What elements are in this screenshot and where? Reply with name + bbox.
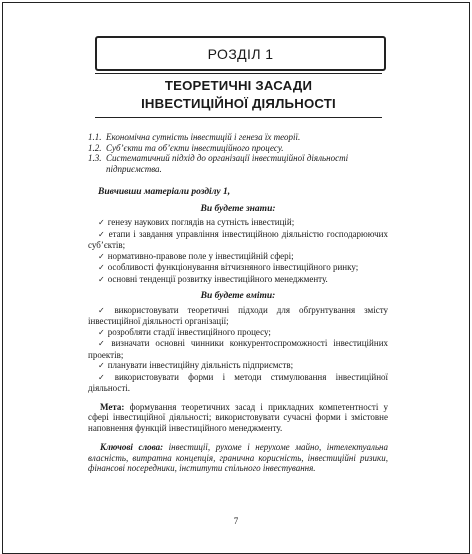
section-title: Суб’єкти та об’єкти інвестиційного процесу.: [106, 142, 284, 153]
section-item: [88, 132, 388, 143]
know-item: ✓ генезу наукових поглядів на сутність інвестицій;: [98, 217, 295, 227]
able-item: ✓ визначати основні чинники конкурентоспроможності інвестиційних проектів;: [88, 338, 389, 360]
goal-paragraph: [88, 402, 388, 434]
check-icon: ✓: [98, 339, 109, 348]
able-heading: Ви будете вміти:: [200, 291, 276, 301]
check-icon: ✓: [98, 263, 105, 272]
section-item: [88, 143, 388, 154]
able-item: ✓ планувати інвестиційну діяльність підприємств;: [98, 360, 294, 370]
page-number: 7: [233, 516, 239, 526]
section-title: Економічна сутність інвестицій і генеза їх теорії.: [106, 132, 301, 142]
keywords-paragraph: [88, 442, 388, 474]
chapter-content: [88, 132, 388, 474]
check-icon: ✓: [98, 274, 105, 284]
chapter-title: [95, 73, 382, 118]
check-icon: ✓: [98, 372, 112, 382]
know-list: [88, 217, 388, 285]
goal-text: формування теоретичних засад і прикладних компетентності у сфері інвестиційної діяльності; використовувати сучасні форми і змістовне наповнення функцій інвестиційного менеджменту.: [88, 401, 389, 433]
chapter-title-line-1: ТЕОРЕТИЧНІ ЗАСАДИ: [164, 78, 313, 93]
check-icon: ✓: [98, 327, 105, 337]
section-title: Систематичний підхід до організації інвестиційної діяльності підприємства.: [106, 153, 349, 174]
section-list: [88, 132, 388, 174]
know-item: ✓ основні тенденції розвитку інвестиційного менеджменту.: [98, 273, 328, 284]
able-list: [88, 305, 388, 394]
goal-label: Мета:: [100, 401, 125, 412]
chapter-label-box: [95, 36, 386, 71]
know-heading: Ви будете знати:: [200, 203, 276, 214]
chapter-label: РОЗДІЛ 1: [207, 45, 274, 62]
able-item: ✓ використовувати форми і методи стимулювання інвестиційної діяльності.: [88, 371, 389, 393]
section-number: 1.3.: [88, 153, 102, 163]
section-number: 1.1.: [88, 132, 102, 142]
able-item: ✓ розробляти стадії інвестиційного процесу;: [98, 326, 271, 337]
able-item: ✓ використовувати теоретичні підходи для обґрунтування змісту інвестиційної діяльності організації;: [88, 304, 389, 326]
check-icon: ✓: [98, 229, 106, 239]
check-icon: ✓: [98, 218, 105, 227]
know-item: ✓ особливості функціонування вітчизняного інвестиційного ринку;: [98, 262, 359, 272]
check-icon: ✓: [98, 251, 105, 261]
section-item: [88, 153, 388, 174]
keywords-text: інвестиції, рухоме і нерухоме майно, інтелектуальна власність, витратна концепція, гранична корисність, інвестиційні ризики, фінансові посередники, інститути спільного інвестування.: [88, 442, 389, 473]
check-icon: ✓: [98, 361, 105, 370]
chapter-title-line-2: ІНВЕСТИЦІЙНОЇ ДІЯЛЬНОСТІ: [141, 96, 336, 111]
studied-intro: Вивчивши матеріали розділу 1,: [98, 187, 231, 197]
check-icon: ✓: [98, 305, 112, 315]
keywords-label: Ключові слова:: [100, 442, 164, 452]
know-item: ✓ нормативно-правове поле у інвестиційній сфері;: [98, 250, 294, 261]
know-item: ✓ етапи і завдання управління інвестиційною діяльністю господарюючих суб’єктів;: [88, 228, 389, 250]
section-number: 1.2.: [88, 142, 102, 153]
